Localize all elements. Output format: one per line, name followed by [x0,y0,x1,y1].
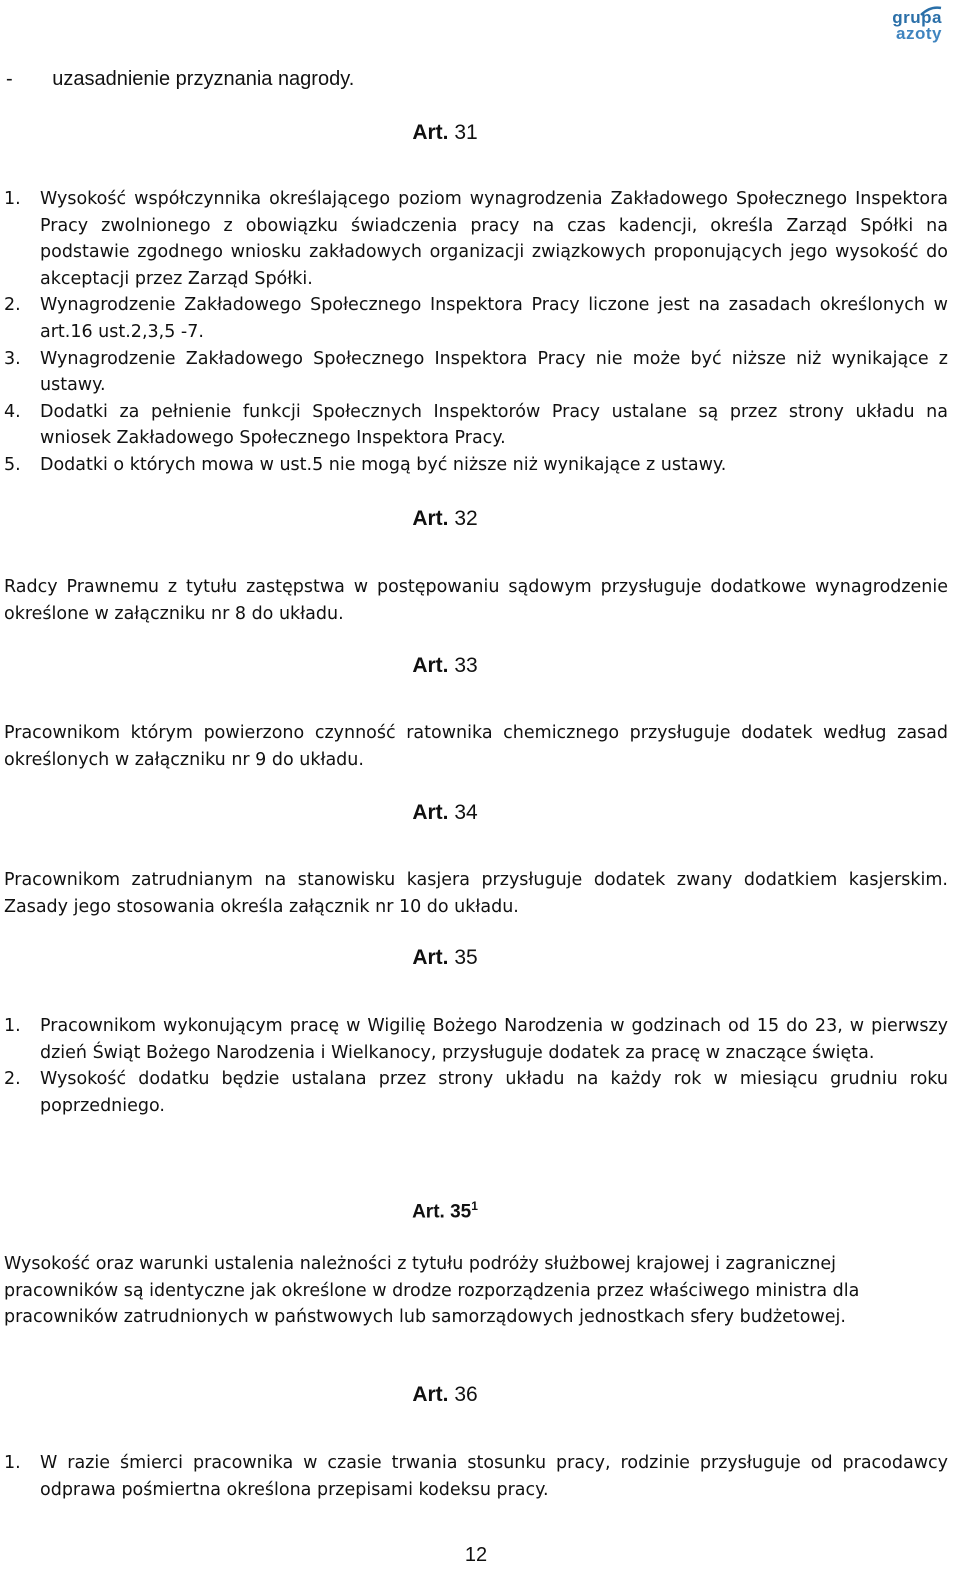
art35-1-heading: Art. $35^1$ [412,1199,478,1223]
intro-dash: - [6,68,13,90]
intro-text: uzasadnienie przyznania nagrody. [52,68,355,90]
art35-1-paragraph: Wysokość oraz warunki ustalenia należności z tytułu podróży służbowej krajowej i zagranicznej pracowników są identyczne jak określone w drodze rozporządzenia przez właściwego ministra dla pracowników zatrudnionych w państwowych lub samorządowych jednostkach sfery budżetowej. [4,1254,860,1328]
art33-heading: Art. 33 [412,654,478,677]
list-item: 1. Pracownikom wykonującym pracę w Wigilię Bożego Narodzenia w godzinach od 15 do 23, w pierwszy dzień Świąt Bożego Narodzenia i Wielkanocy, przysługuje dodatek za pracę w znaczące święta. [4,1016,948,1063]
logo-text-line2: azoty [896,24,942,43]
art31-heading: Art. 31 [412,121,478,144]
intro-line [6,68,354,91]
art34-paragraph: Pracownikom zatrudnianym na stanowisku kasjera przysługuje dodatek zwany dodatkiem kasjerskim. Zasady jego stosowania określa załącznik nr 10 do układu. [4,870,948,917]
list-item: 2. Wynagrodzenie Zakładowego Społecznego Inspektora Pracy liczone jest na zasadach określonych w art.16 ust.2,3,5 -7. [4,295,948,342]
list-item: 2. Wysokość dodatku będzie ustalana przez strony układu na każdy rok w miesiącu grudniu roku poprzedniego. [4,1069,948,1116]
logo-swoosh-icon [920,6,942,16]
art32-heading: Art. 32 [412,507,478,530]
list-item: 5. Dodatki o których mowa w ust.5 nie mogą być niższe niż wynikające z ustawy. [4,454,727,475]
list-item: 1. W razie śmierci pracownika w czasie trwania stosunku pracy, rodzinie przysługuje od pracodawcy odprawa pośmiertna określona przepisami kodeksu pracy. [4,1453,948,1500]
art36-heading: Art. 36 [412,1383,478,1406]
page-number: 12 [464,1544,488,1566]
list-item: 4. Dodatki za pełnienie funkcji Społecznych Inspektorów Pracy ustalane są przez strony układu na wniosek Zakładowego Społecznego Inspektora Pracy. [4,401,948,449]
company-logo [872,10,942,50]
art32-paragraph: Radcy Prawnemu z tytułu zastępstwa w postępowaniu sądowym przysługuje dodatkowe wynagrodzenie określone w załączniku nr 8 do układu. [4,577,948,624]
logo-text-line1: grupa [892,8,942,27]
art33-paragraph: Pracownikom którym powierzono czynność ratownika chemicznego przysługuje dodatek według zasad określonych w załączniku nr 9 do układu. [4,723,948,770]
art35-heading: Art. 35 [412,946,478,969]
art34-heading: Art. 34 [412,801,478,824]
art31-list [4,186,948,479]
art35-list [4,1013,948,1119]
list-item: 1. Wysokość współczynnika określającego poziom wynagrodzenia Zakładowego Społecznego Inspektora Pracy zwolnionego z obowiązku świadczenia pracy na czas kadencji, określa Zarząd Spółki na podstawie zgodnego wniosku zakładowych organizacji związkowych proponujących jego wysokość do akceptacji przez Zarząd Spółki. [4,189,948,289]
list-item: 3. Wynagrodzenie Zakładowego Społecznego Inspektora Pracy nie może być niższe niż wynikające z ustawy. [4,348,948,396]
art36-list [4,1450,948,1503]
